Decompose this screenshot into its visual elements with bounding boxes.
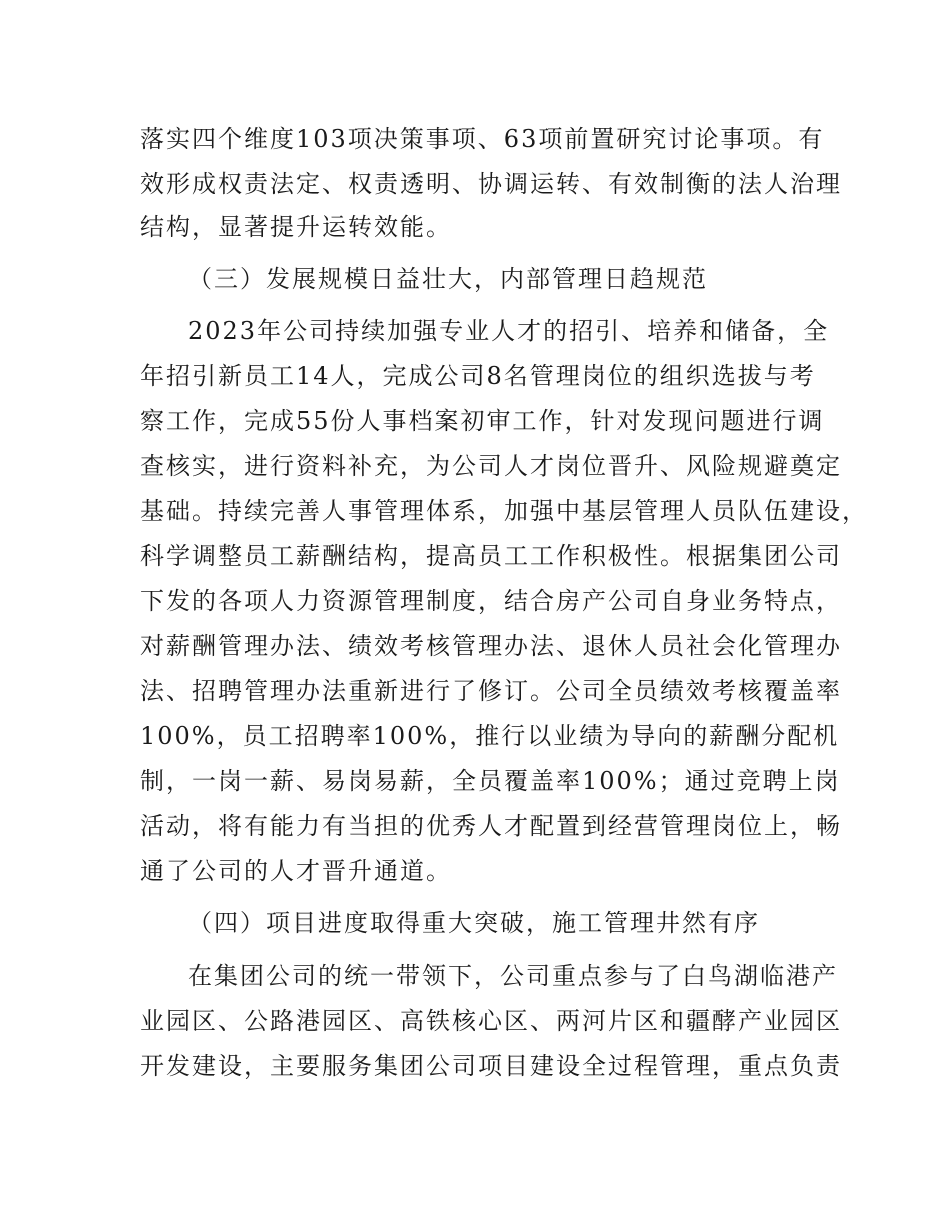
text-line: 对薪酬管理办法、绩效考核管理办法、退休人员社会化管理办 [140, 632, 842, 660]
text-line: 年招引新员工14人，完成公司8名管理岗位的组织选拔与考 [140, 362, 816, 390]
text-line: 2023年公司持续加强专业人才的招引、培养和储备，全 [188, 317, 830, 345]
text-line: 100%，员工招聘率100%，推行以业绩为导向的薪酬分配机 [140, 722, 840, 750]
section-heading: （四）项目进度取得重大突破，施工管理井然有序 [188, 909, 760, 937]
text-line: 科学调整员工薪酬结构，提高员工工作积极性。根据集团公司 [140, 542, 842, 570]
text-line: 结构，显著提升运转效能。 [140, 213, 452, 241]
text-line: 通了公司的人才晋升通道。 [140, 857, 452, 885]
text-line: 开发建设，主要服务集团公司项目建设全过程管理，重点负责 [140, 1052, 842, 1080]
text-line: 效形成权责法定、权责透明、协调运转、有效制衡的法人治理 [140, 170, 842, 198]
text-line: 活动，将有能力有当担的优秀人才配置到经营管理岗位上，畅 [140, 812, 842, 840]
text-line: 察工作，完成55份人事档案初审工作，针对发现问题进行调 [140, 407, 825, 435]
text-line: 落实四个维度103项决策事项、63项前置研究讨论事项。有 [140, 125, 825, 153]
text-line: 查核实，进行资料补充，为公司人才岗位晋升、风险规避奠定 [140, 452, 842, 480]
text-line: 业园区、公路港园区、高铁核心区、两河片区和疆酵产业园区 [140, 1007, 842, 1035]
text-line: 下发的各项人力资源管理制度，结合房产公司自身业务特点， [140, 587, 842, 615]
text-line: 法、招聘管理办法重新进行了修订。公司全员绩效考核覆盖率 [140, 677, 842, 705]
section-heading: （三）发展规模日益壮大，内部管理日趋规范 [188, 265, 708, 293]
text-line: 制，一岗一薪、易岗易薪，全员覆盖率100%；通过竞聘上岗 [140, 767, 841, 795]
text-line: 在集团公司的统一带领下，公司重点参与了白鸟湖临港产 [188, 962, 838, 990]
text-line: 基础。持续完善人事管理体系，加强中基层管理人员队伍建设， [140, 497, 868, 525]
